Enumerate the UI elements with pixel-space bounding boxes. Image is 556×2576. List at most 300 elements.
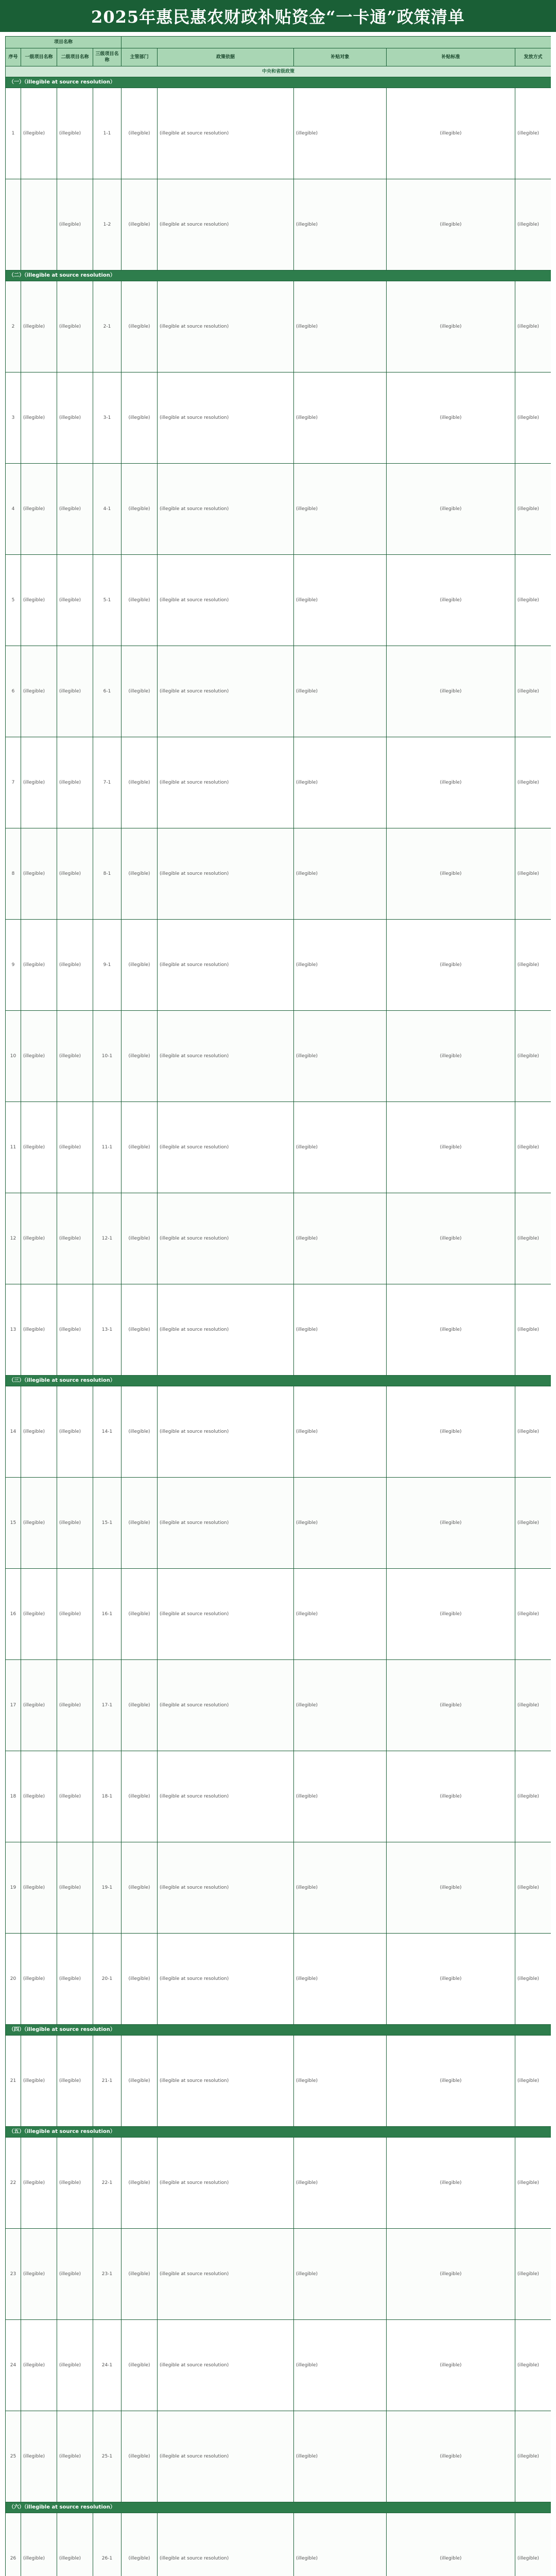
cell-idx: 24 (6, 2320, 21, 2411)
cell-dept: (illegible) (121, 464, 158, 555)
cell-l1: (illegible) (21, 464, 57, 555)
cell-method: (illegible) (515, 1386, 551, 1478)
cell-l2: (illegible) (57, 1751, 93, 1842)
column-header: 三级项目名称 (93, 48, 121, 66)
cell-idx: 3 (6, 372, 21, 464)
cell-idx: 22 (6, 2138, 21, 2229)
cell-l1 (21, 179, 57, 270)
cell-method: (illegible) (515, 1569, 551, 1660)
section-row (6, 2502, 551, 2513)
cell-l3: 23-1 (93, 2229, 121, 2320)
section-title: （二）（illegible at source resolution） (6, 270, 551, 281)
cell-target: (illegible) (294, 2229, 387, 2320)
cell-l3: 12-1 (93, 1193, 121, 1284)
cell-standard: (illegible) (387, 2320, 515, 2411)
table-row (6, 464, 551, 555)
cell-l3: 8-1 (93, 828, 121, 920)
cell-l3: 9-1 (93, 920, 121, 1011)
table-row (6, 2320, 551, 2411)
cell-l3: 1-2 (93, 179, 121, 270)
cell-l2: (illegible) (57, 1102, 93, 1193)
cell-l1: (illegible) (21, 1934, 57, 2025)
table-row (6, 828, 551, 920)
header-group-row (6, 37, 551, 48)
table-row (6, 1284, 551, 1376)
cell-idx: 4 (6, 464, 21, 555)
cell-l2: (illegible) (57, 1842, 93, 1934)
cell-l2: (illegible) (57, 2513, 93, 2576)
cell-method: (illegible) (515, 1751, 551, 1842)
section-title: （六）（illegible at source resolution） (6, 2502, 551, 2513)
cell-target: (illegible) (294, 1842, 387, 1934)
cell-standard: (illegible) (387, 1934, 515, 2025)
section-title: （一）（illegible at source resolution） (6, 77, 551, 88)
table-row (6, 281, 551, 372)
cell-dept: (illegible) (121, 1386, 158, 1478)
cell-l1: (illegible) (21, 1102, 57, 1193)
cell-l1: (illegible) (21, 555, 57, 646)
cell-method: (illegible) (515, 1011, 551, 1102)
column-header: 发放方式 (515, 48, 551, 66)
cell-idx: 17 (6, 1660, 21, 1751)
cell-l3: 7-1 (93, 737, 121, 828)
cell-l2: (illegible) (57, 1478, 93, 1569)
cell-target: (illegible) (294, 1934, 387, 2025)
cell-basis: (illegible at source resolution) (158, 372, 294, 464)
cell-l2: (illegible) (57, 464, 93, 555)
header-group-spacer (121, 37, 551, 48)
cell-l1: (illegible) (21, 828, 57, 920)
cell-dept: (illegible) (121, 2411, 158, 2502)
cell-basis: (illegible at source resolution) (158, 2513, 294, 2576)
band-row (6, 66, 551, 77)
cell-target: (illegible) (294, 2138, 387, 2229)
table-row (6, 1102, 551, 1193)
cell-target: (illegible) (294, 1284, 387, 1376)
cell-method: (illegible) (515, 1284, 551, 1376)
cell-target: (illegible) (294, 1751, 387, 1842)
cell-l3: 2-1 (93, 281, 121, 372)
section-title: （三）（illegible at source resolution） (6, 1376, 551, 1386)
section-title: （四）（illegible at source resolution） (6, 2025, 551, 2036)
cell-idx: 2 (6, 281, 21, 372)
cell-l2: (illegible) (57, 828, 93, 920)
cell-method: (illegible) (515, 1193, 551, 1284)
cell-dept: (illegible) (121, 1478, 158, 1569)
table-row (6, 2229, 551, 2320)
cell-idx: 1 (6, 88, 21, 179)
cell-method: (illegible) (515, 2513, 551, 2576)
table-body (6, 66, 551, 2576)
cell-target: (illegible) (294, 828, 387, 920)
table-row (6, 555, 551, 646)
cell-standard: (illegible) (387, 88, 515, 179)
cell-l3: 3-1 (93, 372, 121, 464)
cell-target: (illegible) (294, 464, 387, 555)
cell-l2: (illegible) (57, 1284, 93, 1376)
cell-idx: 19 (6, 1842, 21, 1934)
cell-basis: (illegible at source resolution) (158, 2229, 294, 2320)
cell-basis: (illegible at source resolution) (158, 1751, 294, 1842)
cell-idx: 16 (6, 1569, 21, 1660)
cell-l1: (illegible) (21, 1386, 57, 1478)
table-row (6, 2411, 551, 2502)
cell-standard: (illegible) (387, 2513, 515, 2576)
cell-target: (illegible) (294, 1660, 387, 1751)
cell-target: (illegible) (294, 88, 387, 179)
cell-l3: 19-1 (93, 1842, 121, 1934)
cell-l1: (illegible) (21, 2320, 57, 2411)
cell-method: (illegible) (515, 2229, 551, 2320)
cell-basis: (illegible at source resolution) (158, 1569, 294, 1660)
cell-dept: (illegible) (121, 2036, 158, 2127)
table-row (6, 2513, 551, 2576)
policy-table-wrapper[interactable] (5, 36, 551, 2576)
cell-standard: (illegible) (387, 1284, 515, 1376)
cell-l1: (illegible) (21, 88, 57, 179)
cell-l1: (illegible) (21, 1011, 57, 1102)
cell-l2: (illegible) (57, 1660, 93, 1751)
cell-basis: (illegible at source resolution) (158, 1660, 294, 1751)
cell-target: (illegible) (294, 372, 387, 464)
cell-l1: (illegible) (21, 2513, 57, 2576)
section-row (6, 1376, 551, 1386)
cell-idx: 21 (6, 2036, 21, 2127)
cell-idx: 12 (6, 1193, 21, 1284)
cell-l2: (illegible) (57, 2411, 93, 2502)
cell-l3: 21-1 (93, 2036, 121, 2127)
cell-method: (illegible) (515, 2411, 551, 2502)
cell-standard: (illegible) (387, 1102, 515, 1193)
cell-l1: (illegible) (21, 1842, 57, 1934)
table-row (6, 1478, 551, 1569)
cell-l3: 5-1 (93, 555, 121, 646)
cell-l2: (illegible) (57, 1011, 93, 1102)
table-row (6, 1934, 551, 2025)
cell-l3: 18-1 (93, 1751, 121, 1842)
cell-l2: (illegible) (57, 1193, 93, 1284)
cell-basis: (illegible at source resolution) (158, 1842, 294, 1934)
cell-basis: (illegible at source resolution) (158, 2411, 294, 2502)
cell-idx: 25 (6, 2411, 21, 2502)
cell-l3: 22-1 (93, 2138, 121, 2229)
cell-basis: (illegible at source resolution) (158, 1011, 294, 1102)
cell-l3: 13-1 (93, 1284, 121, 1376)
cell-idx: 26 (6, 2513, 21, 2576)
cell-method: (illegible) (515, 555, 551, 646)
cell-l2: (illegible) (57, 1386, 93, 1478)
policy-table (5, 36, 551, 2576)
cell-standard: (illegible) (387, 920, 515, 1011)
cell-standard: (illegible) (387, 1569, 515, 1660)
section-row (6, 2025, 551, 2036)
column-header: 一级项目名称 (21, 48, 57, 66)
cell-method: (illegible) (515, 1102, 551, 1193)
table-row (6, 1193, 551, 1284)
cell-method: (illegible) (515, 88, 551, 179)
cell-standard: (illegible) (387, 1660, 515, 1751)
cell-standard: (illegible) (387, 1386, 515, 1478)
cell-dept: (illegible) (121, 828, 158, 920)
cell-l2: (illegible) (57, 2229, 93, 2320)
cell-l2: (illegible) (57, 646, 93, 737)
cell-standard: (illegible) (387, 281, 515, 372)
cell-basis: (illegible at source resolution) (158, 2138, 294, 2229)
cell-l3: 14-1 (93, 1386, 121, 1478)
cell-l1: (illegible) (21, 920, 57, 1011)
table-row (6, 2036, 551, 2127)
cell-target: (illegible) (294, 2320, 387, 2411)
cell-idx: 6 (6, 646, 21, 737)
cell-dept: (illegible) (121, 1660, 158, 1751)
cell-l2: (illegible) (57, 372, 93, 464)
table-row (6, 646, 551, 737)
cell-target: (illegible) (294, 1386, 387, 1478)
cell-l3: 20-1 (93, 1934, 121, 2025)
cell-method: (illegible) (515, 2138, 551, 2229)
cell-l1: (illegible) (21, 2411, 57, 2502)
cell-target: (illegible) (294, 2036, 387, 2127)
cell-l1: (illegible) (21, 2229, 57, 2320)
band-label: 中央和省级政策 (6, 66, 551, 77)
cell-idx: 8 (6, 828, 21, 920)
cell-l1: (illegible) (21, 281, 57, 372)
cell-dept: (illegible) (121, 2229, 158, 2320)
cell-basis: (illegible at source resolution) (158, 920, 294, 1011)
cell-l2: (illegible) (57, 737, 93, 828)
cell-basis: (illegible at source resolution) (158, 179, 294, 270)
table-row (6, 1751, 551, 1842)
cell-target: (illegible) (294, 1011, 387, 1102)
cell-basis: (illegible at source resolution) (158, 1284, 294, 1376)
cell-target: (illegible) (294, 1102, 387, 1193)
cell-l2: (illegible) (57, 2320, 93, 2411)
cell-target: (illegible) (294, 1478, 387, 1569)
cell-basis: (illegible at source resolution) (158, 646, 294, 737)
header-group-label: 项目名称 (6, 37, 121, 48)
cell-l3: 17-1 (93, 1660, 121, 1751)
cell-standard: (illegible) (387, 828, 515, 920)
cell-l1: (illegible) (21, 2138, 57, 2229)
cell-standard: (illegible) (387, 1751, 515, 1842)
column-header: 二级项目名称 (57, 48, 93, 66)
cell-l2: (illegible) (57, 2138, 93, 2229)
cell-basis: (illegible at source resolution) (158, 88, 294, 179)
cell-dept: (illegible) (121, 1751, 158, 1842)
cell-l1: (illegible) (21, 1751, 57, 1842)
table-header (6, 37, 551, 66)
table-row (6, 179, 551, 270)
cell-l1: (illegible) (21, 646, 57, 737)
cell-idx: 11 (6, 1102, 21, 1193)
cell-method: (illegible) (515, 2320, 551, 2411)
table-row (6, 1569, 551, 1660)
cell-method: (illegible) (515, 2036, 551, 2127)
cell-l3: 16-1 (93, 1569, 121, 1660)
title-banner (0, 0, 556, 32)
cell-method: (illegible) (515, 281, 551, 372)
cell-standard: (illegible) (387, 2229, 515, 2320)
cell-dept: (illegible) (121, 372, 158, 464)
cell-l1: (illegible) (21, 737, 57, 828)
section-row (6, 77, 551, 88)
cell-standard: (illegible) (387, 737, 515, 828)
cell-l3: 1-1 (93, 88, 121, 179)
table-row (6, 737, 551, 828)
cell-method: (illegible) (515, 737, 551, 828)
cell-dept: (illegible) (121, 2320, 158, 2411)
cell-method: (illegible) (515, 1934, 551, 2025)
cell-standard: (illegible) (387, 1011, 515, 1102)
cell-basis: (illegible at source resolution) (158, 464, 294, 555)
section-row (6, 2127, 551, 2138)
cell-l2: (illegible) (57, 555, 93, 646)
cell-dept: (illegible) (121, 1284, 158, 1376)
cell-dept: (illegible) (121, 646, 158, 737)
cell-standard: (illegible) (387, 555, 515, 646)
cell-standard: (illegible) (387, 1478, 515, 1569)
cell-dept: (illegible) (121, 920, 158, 1011)
cell-idx: 18 (6, 1751, 21, 1842)
cell-standard: (illegible) (387, 1842, 515, 1934)
cell-dept: (illegible) (121, 1842, 158, 1934)
cell-target: (illegible) (294, 2513, 387, 2576)
cell-dept: (illegible) (121, 1011, 158, 1102)
cell-idx: 5 (6, 555, 21, 646)
cell-l1: (illegible) (21, 1478, 57, 1569)
cell-l2: (illegible) (57, 179, 93, 270)
cell-dept: (illegible) (121, 2138, 158, 2229)
cell-target: (illegible) (294, 646, 387, 737)
cell-target: (illegible) (294, 1569, 387, 1660)
cell-method: (illegible) (515, 646, 551, 737)
column-header: 政策依据 (158, 48, 294, 66)
cell-standard: (illegible) (387, 179, 515, 270)
cell-l3: 26-1 (93, 2513, 121, 2576)
cell-l3: 6-1 (93, 646, 121, 737)
table-row (6, 1386, 551, 1478)
cell-basis: (illegible at source resolution) (158, 828, 294, 920)
cell-target: (illegible) (294, 179, 387, 270)
cell-l3: 24-1 (93, 2320, 121, 2411)
cell-basis: (illegible at source resolution) (158, 1102, 294, 1193)
cell-l1: (illegible) (21, 1193, 57, 1284)
cell-dept: (illegible) (121, 737, 158, 828)
cell-target: (illegible) (294, 281, 387, 372)
section-title: （五）（illegible at source resolution） (6, 2127, 551, 2138)
cell-target: (illegible) (294, 555, 387, 646)
cell-l3: 25-1 (93, 2411, 121, 2502)
cell-dept: (illegible) (121, 281, 158, 372)
cell-method: (illegible) (515, 372, 551, 464)
cell-dept: (illegible) (121, 1569, 158, 1660)
table-row (6, 1842, 551, 1934)
cell-basis: (illegible at source resolution) (158, 1386, 294, 1478)
column-header: 序号 (6, 48, 21, 66)
cell-l2: (illegible) (57, 1569, 93, 1660)
cell-standard: (illegible) (387, 464, 515, 555)
cell-idx: 23 (6, 2229, 21, 2320)
cell-dept: (illegible) (121, 179, 158, 270)
cell-dept: (illegible) (121, 2513, 158, 2576)
cell-method: (illegible) (515, 464, 551, 555)
cell-basis: (illegible at source resolution) (158, 2320, 294, 2411)
cell-idx (6, 179, 21, 270)
cell-l2: (illegible) (57, 281, 93, 372)
cell-target: (illegible) (294, 920, 387, 1011)
table-row (6, 1660, 551, 1751)
table-row (6, 1011, 551, 1102)
cell-l1: (illegible) (21, 1569, 57, 1660)
cell-basis: (illegible at source resolution) (158, 1478, 294, 1569)
cell-l1: (illegible) (21, 372, 57, 464)
table-row (6, 920, 551, 1011)
cell-method: (illegible) (515, 920, 551, 1011)
cell-target: (illegible) (294, 2411, 387, 2502)
cell-l1: (illegible) (21, 1660, 57, 1751)
cell-l3: 11-1 (93, 1102, 121, 1193)
cell-basis: (illegible at source resolution) (158, 737, 294, 828)
cell-method: (illegible) (515, 1478, 551, 1569)
column-header: 补贴对象 (294, 48, 387, 66)
cell-target: (illegible) (294, 1193, 387, 1284)
cell-standard: (illegible) (387, 1193, 515, 1284)
cell-idx: 20 (6, 1934, 21, 2025)
column-header: 主管部门 (121, 48, 158, 66)
cell-method: (illegible) (515, 179, 551, 270)
cell-standard: (illegible) (387, 2411, 515, 2502)
cell-dept: (illegible) (121, 555, 158, 646)
cell-idx: 9 (6, 920, 21, 1011)
cell-target: (illegible) (294, 737, 387, 828)
table-row (6, 372, 551, 464)
cell-method: (illegible) (515, 1660, 551, 1751)
cell-idx: 15 (6, 1478, 21, 1569)
cell-dept: (illegible) (121, 1934, 158, 2025)
cell-idx: 14 (6, 1386, 21, 1478)
section-row (6, 270, 551, 281)
cell-basis: (illegible at source resolution) (158, 1193, 294, 1284)
cell-standard: (illegible) (387, 646, 515, 737)
cell-l3: 4-1 (93, 464, 121, 555)
cell-dept: (illegible) (121, 1193, 158, 1284)
cell-l2: (illegible) (57, 88, 93, 179)
cell-standard: (illegible) (387, 2138, 515, 2229)
table-row (6, 2138, 551, 2229)
cell-basis: (illegible at source resolution) (158, 1934, 294, 2025)
page-title: 2025年惠民惠农财政补贴资金“一卡通”政策清单 (91, 7, 465, 27)
cell-basis: (illegible at source resolution) (158, 555, 294, 646)
cell-l2: (illegible) (57, 2036, 93, 2127)
cell-method: (illegible) (515, 828, 551, 920)
cell-l2: (illegible) (57, 1934, 93, 2025)
column-header: 补贴标准 (387, 48, 515, 66)
cell-l1: (illegible) (21, 2036, 57, 2127)
cell-standard: (illegible) (387, 2036, 515, 2127)
cell-basis: (illegible at source resolution) (158, 281, 294, 372)
cell-idx: 10 (6, 1011, 21, 1102)
cell-l1: (illegible) (21, 1284, 57, 1376)
cell-l3: 10-1 (93, 1011, 121, 1102)
cell-dept: (illegible) (121, 88, 158, 179)
cell-method: (illegible) (515, 1842, 551, 1934)
cell-standard: (illegible) (387, 372, 515, 464)
cell-dept: (illegible) (121, 1102, 158, 1193)
header-row (6, 48, 551, 66)
cell-basis: (illegible at source resolution) (158, 2036, 294, 2127)
cell-l2: (illegible) (57, 920, 93, 1011)
table-row (6, 88, 551, 179)
